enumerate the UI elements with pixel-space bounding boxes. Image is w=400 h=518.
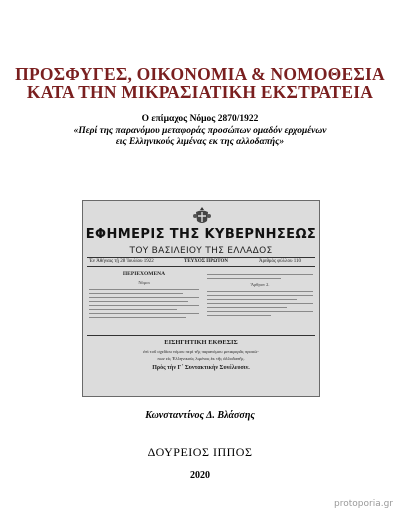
book-title-line-1: ΠΡΟΣΦΥΓΕΣ, ΟΙΚΟΝΟΜΙΑ & ΝΟΜΟΘΕΣΙΑ (15, 64, 385, 84)
gazette-contents-column (89, 271, 199, 321)
gazette-subtitle: ΤΟΥ ΒΑΣΙΛΕΙΟΥ ΤΗΣ ΕΛΛΑΔΟΣ (129, 246, 273, 256)
gazette-rule (87, 335, 315, 336)
gazette-article-column (207, 271, 313, 319)
royal-crest-icon (192, 206, 212, 226)
gazette-rule (87, 266, 315, 267)
watermark: protoporia.gr (334, 499, 393, 509)
report-text-2: πων εἰς Ἑλληνικοὺς λιμένας ἐκ τῆς ἀλλοδαπῆς. (157, 356, 245, 361)
author-name: Κωνσταντίνος Δ. Βλάσσης (145, 410, 255, 421)
gazette-date: Ἐν Ἀθήναις τῇ 28 Ἰουλίου 1922 (89, 259, 154, 264)
book-title-line-2: ΚΑΤΑ ΤΗΝ ΜΙΚΡΑΣΙΑΤΙΚΗ ΕΚΣΤΡΑΤΕΙΑ (26, 82, 374, 102)
report-heading: ΕΙΣΗΓΗΤΙΚΗ ΕΚΘΕΣΙΣ (164, 339, 238, 346)
gazette-image (82, 200, 320, 397)
gazette-issue-number: Ἀριθμὸς φύλλου 110 (259, 259, 302, 264)
publication-year: 2020 (190, 470, 210, 481)
laws-heading: Νόμοι (138, 280, 150, 285)
article-heading: Ἄρθρον 2. (250, 282, 270, 287)
law-quote-line-1: «Περί της παρανόμου μεταφοράς προσώπων ομαδόν ερχομένων (73, 126, 327, 136)
law-quote-line-2: εις Ελληνικούς λιμένας εκ της αλλοδαπής» (115, 137, 285, 147)
law-subtitle: Ο επίμαχος Νόμος 2870/1922 (141, 114, 259, 124)
contents-heading: ΠΕΡΙΕΧΟΜΕΝΑ (122, 271, 166, 277)
report-text-1: ἐπὶ τοῦ σχεδίου νόμου περὶ τῆς παρανόμου μεταφορᾶς προσώ- (143, 349, 259, 354)
publisher-name: ΔΟΥΡΕΙΟΣ ΙΠΠΟΣ (147, 445, 253, 459)
gazette-title: ΕΦΗΜΕΡΙΣ ΤΗΣ ΚΥΒΕΡΝΗΣΕΩΣ (85, 227, 317, 242)
report-addressee: Πρὸς τὴν Γ΄ Συντακτικὴν Συνέλευσιν. (152, 365, 250, 371)
gazette-issue-type: ΤΕΥΧΟΣ ΠΡΩΤΟΝ (184, 259, 228, 264)
gazette-rule (87, 257, 315, 258)
